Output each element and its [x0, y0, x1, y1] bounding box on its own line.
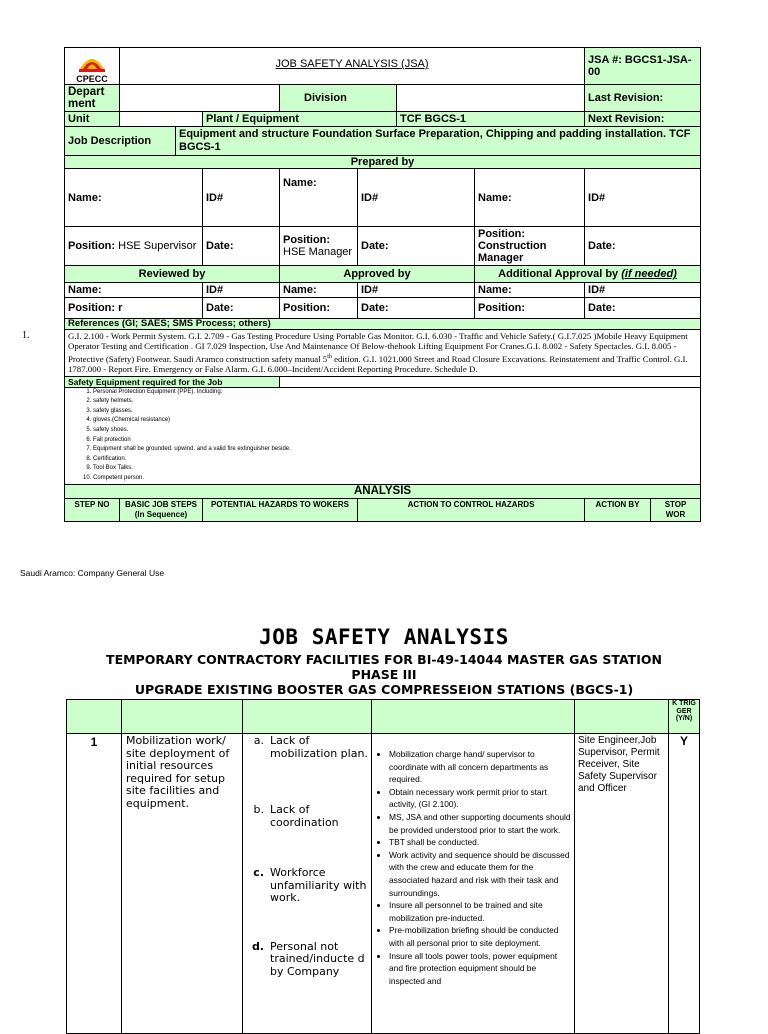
control-item: • TBT shall be conducted.	[389, 836, 571, 849]
step-number: 1	[67, 734, 122, 1034]
col-step-no: STEP NO	[65, 499, 120, 522]
reviewed-name: Name:	[65, 283, 203, 298]
job-step-text: Mobilization work/ site deployment of initial resources required for setup site facilities and equipment.	[122, 734, 243, 1034]
references-body-a: G.I. 2.100 - Work Permit System. G.I. 2.709 - Gas Testing Procedure Using Portable Gas Monitor. G.I. 6.030 - Traffic and Vehicle Safety.( G.I.7.025 )Mobile Heavy Equipment Operator Testing and Certification . GI 7.029 Inspection, Use And Maintenance Of Below-thehook Lifting Equipment For Cranes.G.I. 8.002 - Safety Spectacles. G.I. 8.005 - Protective (Safety) Footwear. Saudi Aramco construction safety manual 5	[68, 331, 688, 364]
safety-equipment-heading: Safety Equipment required for the Job	[65, 376, 280, 387]
equipment-item: 5. safety shoes.	[93, 426, 697, 436]
position-value: HSE Supervisor	[115, 240, 197, 252]
hazard-text: Workforce unfamiliarity with work.	[270, 866, 367, 904]
prepared-name-3: Name:	[475, 169, 585, 227]
approved-by-heading: Approved by	[280, 266, 475, 283]
additional-name: Name:	[475, 283, 585, 298]
prepared-name-1: Name:	[65, 169, 203, 227]
equipment-list	[68, 388, 697, 484]
header-blank-4	[372, 700, 575, 734]
position-label: Position:	[283, 234, 331, 246]
approved-id: ID#	[358, 283, 475, 298]
references-body-b: edition. G.I. 1021.000 Street and Road Closure Excavations. Reinstatement and Traffic Control. G.I. 1787.000 - Report Fire. Emergency or False Alarm. G.I. 6.000–Incident/Accident Reporting Procedure. Schedule D.	[68, 353, 688, 375]
prepared-position-3	[475, 227, 585, 266]
analysis-heading: ANALYSIS	[65, 485, 701, 499]
trigger-value: Y	[669, 734, 700, 1034]
position-label: Position:	[478, 228, 526, 240]
prepared-date-3: Date:	[585, 227, 701, 266]
safety-equipment-blank	[280, 376, 701, 387]
department-label: Depart ment	[65, 85, 120, 112]
page-title: JOB SAFETY ANALYSIS	[259, 625, 509, 649]
reviewed-by-heading: Reviewed by	[65, 266, 280, 283]
references-text	[22, 330, 701, 377]
hazard-letter: b.	[253, 803, 264, 816]
division-label: Division	[280, 85, 397, 112]
job-description-value: Equipment and structure Foundation Surface Preparation, Chipping and padding installation. TCF BGCS-1	[176, 127, 701, 156]
job-description-label: Job Description	[65, 127, 176, 156]
subtitle-2: PHASE III	[351, 667, 417, 682]
footer-note: Saudi Aramco: Company General Use	[20, 568, 165, 578]
hazard-text: Lack of mobilization plan.	[270, 734, 368, 760]
hazard-letter: a.	[253, 734, 264, 747]
prepared-position-1	[65, 227, 203, 266]
approved-position: Position:	[280, 298, 358, 319]
next-revision-label: Next Revision:	[585, 112, 701, 127]
additional-date: Date:	[585, 298, 701, 319]
reviewed-position: Position: r	[65, 298, 203, 319]
jsa-form-table	[22, 47, 701, 522]
action-by-text: Site Engineer,Job Supervisor, Permit Receiver, Site Safety Supervisor and Officer	[575, 734, 669, 1034]
additional-approval-label: Additional Approval by	[498, 268, 622, 280]
references-sup: th	[327, 353, 332, 360]
prepared-id-3: ID#	[585, 169, 701, 227]
control-list	[375, 748, 571, 987]
equipment-item: 6. Fall protection	[93, 436, 697, 446]
hazard-item	[246, 804, 368, 829]
logo-cell	[65, 48, 120, 85]
hazard-item	[246, 867, 368, 905]
control-item: • MS, JSA and other supporting documents should be provided understood prior to start the work.	[389, 811, 571, 836]
department-value	[120, 85, 280, 112]
prepared-by-heading: Prepared by	[65, 156, 701, 169]
form-title: JOB SAFETY ANALYSIS (JSA)	[120, 48, 585, 85]
col-action-by: ACTION BY	[585, 499, 651, 522]
position-label: Position:	[68, 240, 116, 252]
reviewed-id: ID#	[203, 283, 280, 298]
hazard-list	[246, 735, 368, 978]
col-actions: ACTION TO CONTROL HAZARDS	[358, 499, 585, 522]
equipment-item: 7. Equipment shall be grounded. upwind. and a valid fire extinguisher beside.	[93, 445, 697, 455]
header-blank-3	[243, 700, 372, 734]
last-revision-label: Last Revision:	[585, 85, 701, 112]
hazards-cell	[243, 734, 372, 1034]
safety-equipment-list	[65, 387, 701, 485]
col-hazards: POTENTIAL HAZARDS TO WOKERS	[203, 499, 358, 522]
control-item: • Insure all personnel to be trained and site mobilization pre-inducted.	[389, 899, 571, 924]
equipment-item: 4. gloves.(Chemical resistance)	[93, 416, 697, 426]
prepared-id-1: ID#	[203, 169, 280, 227]
equipment-item: 3. safety glasses.	[93, 407, 697, 417]
controls-cell	[372, 734, 575, 1034]
col-basic-steps: BASIC JOB STEPS (In Sequence)	[120, 499, 203, 522]
position-value: Construction Manager	[478, 240, 547, 264]
stop-trigger-header: K TRIG GER (Y/N)	[669, 700, 700, 734]
equipment-item: 8. Certification.	[93, 455, 697, 465]
hazard-letter: c.	[253, 866, 264, 879]
control-item: • Obtain necessary work permit prior to start activity, (GI 2.100).	[389, 786, 571, 811]
prepared-date-1: Date:	[203, 227, 280, 266]
prepared-name-2: Name:	[280, 169, 358, 227]
control-item: • Work activity and sequence should be discussed with the crew and educate them for the associated hazard and risk with their task and surroundings.	[389, 849, 571, 899]
header-blank-5	[575, 700, 669, 734]
unit-label: Unit	[65, 112, 120, 127]
control-item: • Pre-mobilization briefing should be conducted with all personal prior to site deployment.	[389, 924, 571, 949]
hazard-item	[246, 735, 368, 760]
hazard-text: Personal not trained/inducte d by Company	[270, 939, 365, 978]
equipment-item: 9. Tool Box Talks.	[93, 464, 697, 474]
prepared-position-2	[280, 227, 358, 266]
prepared-id-2: ID#	[358, 169, 475, 227]
unit-value	[120, 112, 203, 127]
equipment-item: 2. safety helmets.	[93, 397, 697, 407]
if-needed-note: (if needed)	[621, 268, 677, 280]
hazard-text: Lack of coordination	[270, 803, 339, 829]
jsa-number: JSA #: BGCS1-JSA-00	[585, 48, 701, 85]
reviewed-date: Date:	[203, 298, 280, 319]
approved-date: Date:	[358, 298, 475, 319]
subtitle-1: TEMPORARY CONTRACTORY FACILITIES FOR BI-49-14044 MASTER GAS STATION	[106, 652, 662, 667]
additional-approval-heading	[475, 266, 701, 283]
analysis-table	[66, 699, 700, 1034]
hazard-letter: d.	[251, 939, 264, 953]
prepared-date-2: Date:	[358, 227, 475, 266]
header-blank-1	[67, 700, 122, 734]
cpecc-logo-icon	[75, 51, 109, 73]
reference-number: 1.	[22, 330, 30, 341]
col-stop-work: STOP WOR	[651, 499, 701, 522]
equipment-item: 1. Personal Protection Equipment (PPE). Including:	[93, 388, 697, 398]
logo-text: CPECC	[76, 74, 108, 84]
control-item: • Mobilization charge hand/ supervisor to coordinate with all concern departments as required.	[389, 748, 571, 786]
header-blank-2	[122, 700, 243, 734]
equipment-item: 10. Competent person.	[93, 474, 697, 484]
additional-position: Position:	[475, 298, 585, 319]
plant-equipment-label: Plant / Equipment	[203, 112, 397, 127]
control-item: • Insure all tools power tools, power equipment and fire protection equipment should be inspected and	[389, 950, 571, 988]
plant-equipment-value: TCF BGCS-1	[397, 112, 585, 127]
division-value	[397, 85, 585, 112]
approved-name: Name:	[280, 283, 358, 298]
hazard-item	[246, 941, 368, 979]
additional-id: ID#	[585, 283, 701, 298]
subtitle-3: UPGRADE EXISTING BOOSTER GAS COMPRESSEION STATIONS (BGCS-1)	[134, 682, 634, 697]
references-heading: References (GI; SAES; SMS Process; others)	[65, 319, 701, 330]
position-value: HSE Manager	[283, 246, 353, 258]
